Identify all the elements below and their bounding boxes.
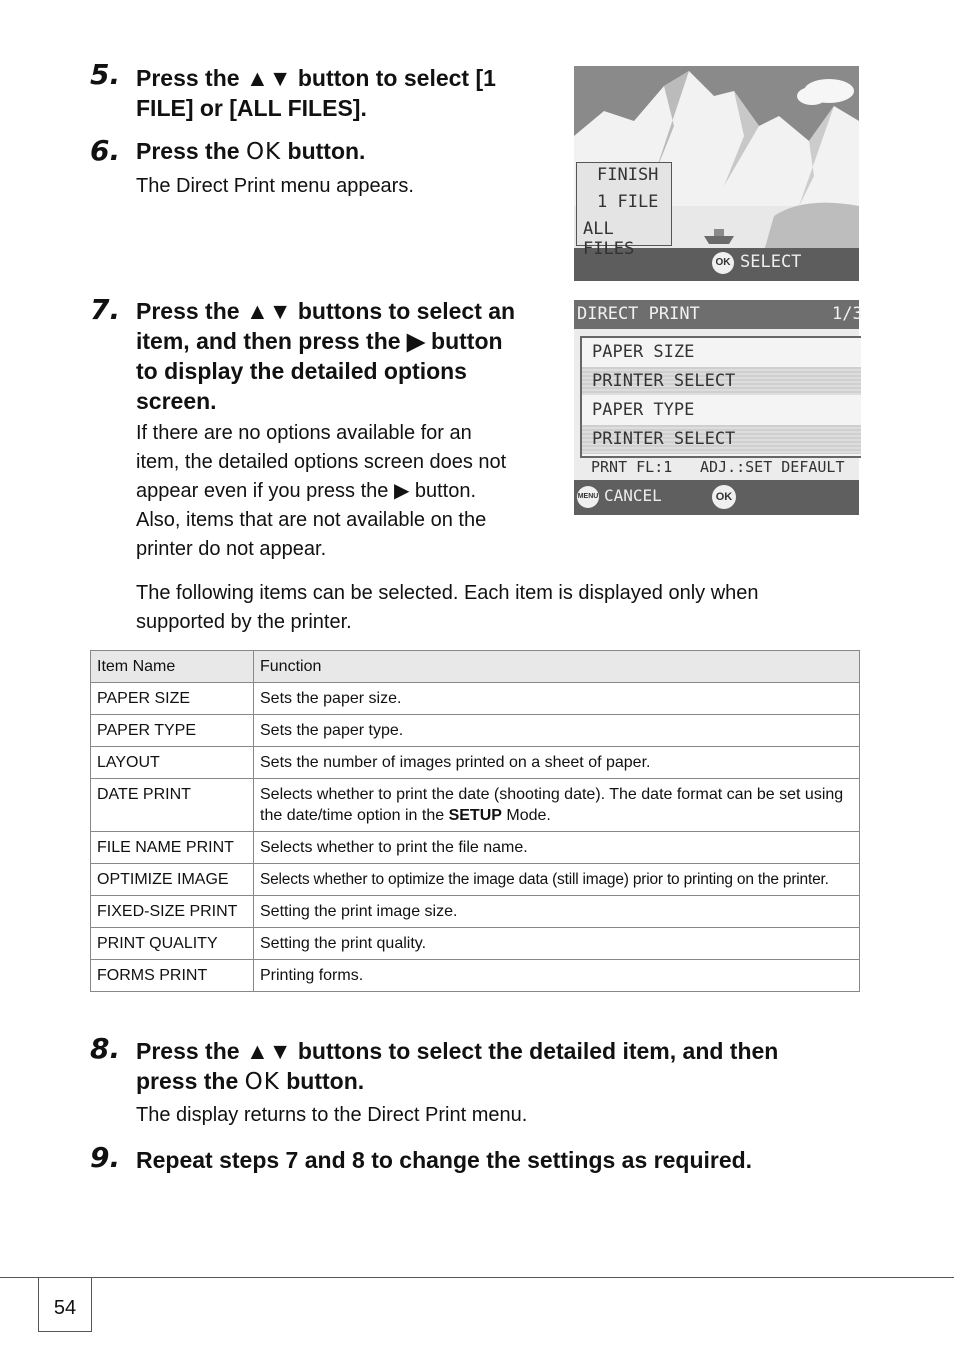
table-row <box>91 747 860 779</box>
step-6-post: button. <box>281 138 366 164</box>
table-row <box>91 896 860 928</box>
table-cell-function: Setting the print image size. <box>254 896 860 928</box>
step-7-desc-3: appear even if you press the ▶ button. <box>136 480 477 502</box>
step-6-heading <box>136 136 365 167</box>
dp-item-printer-select: PRINTER SELECT <box>592 371 736 391</box>
ok-button-symbol: OK <box>245 139 282 165</box>
step-7-line-1: Press the ▲▼ buttons to select an <box>136 298 516 324</box>
step-7-desc-2: item, the detailed options screen does not <box>136 451 507 473</box>
items-intro-paragraph <box>136 579 759 637</box>
table-row <box>91 928 860 960</box>
file-select-menu <box>576 162 672 259</box>
page-indicator: 1/3 <box>832 304 863 324</box>
step-6-pre: Press the <box>136 138 246 164</box>
dp-item-paper-type: PAPER TYPE <box>592 400 695 420</box>
table-header-function: Function <box>254 651 860 683</box>
table-cell-function: Selects whether to optimize the image data (still image) prior to printing on the printer. <box>254 864 860 896</box>
step-8-pre: press the <box>136 1068 245 1094</box>
dp-item-row[interactable] <box>582 367 861 395</box>
table-row <box>91 832 860 864</box>
dp-item-row[interactable] <box>582 425 861 454</box>
table-row <box>91 683 860 715</box>
camera-screen-direct-print <box>574 300 863 515</box>
print-file-count: PRNT FL:1 <box>591 458 673 476</box>
step-7-line-4: screen. <box>136 388 217 414</box>
step-8-line-1: Press the ▲▼ buttons to select the detailed item, and then <box>136 1038 779 1064</box>
table-cell-item: FIXED-SIZE PRINT <box>91 896 254 928</box>
page-number: 54 <box>38 1277 92 1332</box>
table-cell-item: PAPER SIZE <box>91 683 254 715</box>
step-8-number: 8. <box>90 1032 121 1065</box>
direct-print-item-list <box>580 336 861 458</box>
table-cell-function <box>254 779 860 832</box>
step-7-desc-5: printer do not appear. <box>136 538 327 560</box>
table-cell-function: Setting the print quality. <box>254 928 860 960</box>
setup-mode-label: SETUP <box>448 807 502 824</box>
step-7-number: 7. <box>90 293 121 326</box>
table-cell-item: OPTIMIZE IMAGE <box>91 864 254 896</box>
step-8-heading <box>136 1036 778 1097</box>
table-cell-item: LAYOUT <box>91 747 254 779</box>
step-9-number: 9. <box>90 1141 121 1174</box>
camera-screen-file-select <box>574 66 859 281</box>
direct-print-title: DIRECT PRINT <box>577 304 700 324</box>
step-5-line-1: Press the ▲▼ button to select [1 <box>136 65 496 91</box>
step-7-line-3: to display the detailed options <box>136 358 467 384</box>
menu-item-finish[interactable]: FINISH <box>597 165 659 185</box>
date-print-desc: Selects whether to print the date (shooting date). The date format can be set using the date/time option in the <box>260 786 844 824</box>
dp-item-printer-select-2: PRINTER SELECT <box>592 429 736 449</box>
step-7-heading <box>136 296 515 416</box>
step-7-desc-4: Also, items that are not available on the <box>136 509 487 531</box>
direct-print-bottom-bar <box>574 480 859 515</box>
items-intro-line-1: The following items can be selected. Each item is displayed only when <box>136 582 759 604</box>
step-7-description <box>136 419 506 564</box>
table-cell-function: Selects whether to print the file name. <box>254 832 860 864</box>
items-intro-line-2: supported by the printer. <box>136 611 352 633</box>
table-cell-function: Printing forms. <box>254 960 860 992</box>
step-5-heading <box>136 63 496 123</box>
step-7-line-2: item, and then press the ▶ button <box>136 328 503 354</box>
step-8-post: button. <box>279 1068 365 1094</box>
dp-item-row[interactable] <box>582 338 861 366</box>
table-row <box>91 715 860 747</box>
table-header-item-name: Item Name <box>91 651 254 683</box>
footer-divider <box>0 1277 954 1278</box>
table-cell-function: Sets the paper size. <box>254 683 860 715</box>
menu-item-all-files[interactable]: ALL FILES <box>583 219 635 259</box>
table-row <box>91 864 860 896</box>
step-5-number: 5. <box>90 58 121 91</box>
table-cell-item: DATE PRINT <box>91 779 254 832</box>
direct-print-title-bar <box>574 300 863 329</box>
table-cell-item: FILE NAME PRINT <box>91 832 254 864</box>
adjust-set-default: ADJ.:SET DEFAULT <box>700 458 845 476</box>
ok-icon: OK <box>712 252 734 274</box>
print-options-table <box>90 650 860 992</box>
date-print-desc-end: Mode. <box>506 807 551 824</box>
dp-item-row[interactable] <box>582 396 861 424</box>
step-8-line-2 <box>136 1066 778 1097</box>
step-6-description: The Direct Print menu appears. <box>136 175 414 197</box>
select-label: SELECT <box>740 252 802 272</box>
table-row <box>91 960 860 992</box>
table-header-row <box>91 651 860 683</box>
menu-icon: MENU <box>577 486 599 508</box>
cancel-label: CANCEL <box>604 486 662 505</box>
step-9-heading: Repeat steps 7 and 8 to change the settings as required. <box>136 1147 753 1173</box>
dp-item-paper-size: PAPER SIZE <box>592 342 695 362</box>
step-8-description: The display returns to the Direct Print menu. <box>136 1104 528 1126</box>
table-cell-item: FORMS PRINT <box>91 960 254 992</box>
step-5-line-2: FILE] or [ALL FILES]. <box>136 95 367 121</box>
ok-icon: OK <box>712 485 736 509</box>
step-6-number: 6. <box>90 134 121 167</box>
menu-item-1-file[interactable]: 1 FILE <box>597 192 659 212</box>
table-cell-function: Sets the number of images printed on a sheet of paper. <box>254 747 860 779</box>
step-7-desc-1: If there are no options available for an <box>136 422 472 444</box>
table-cell-item: PRINT QUALITY <box>91 928 254 960</box>
table-row <box>91 779 860 832</box>
ok-button-symbol: OK <box>244 1069 280 1095</box>
table-cell-function: Sets the paper type. <box>254 715 860 747</box>
table-cell-item: PAPER TYPE <box>91 715 254 747</box>
